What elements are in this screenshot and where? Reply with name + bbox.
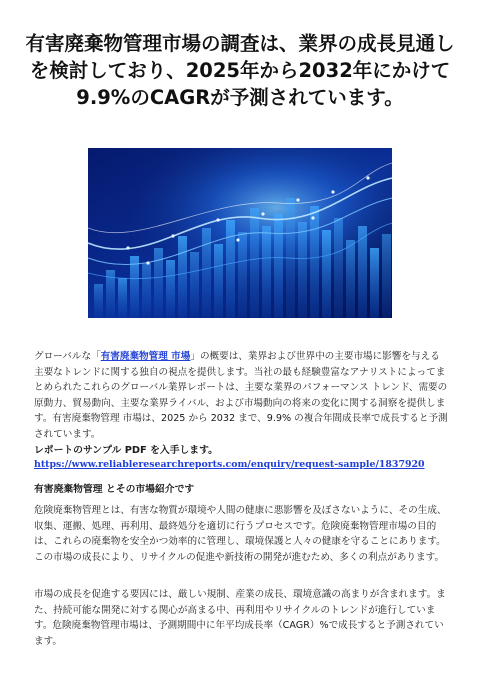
abstract-data-graphic <box>88 148 392 318</box>
sample-pdf-label: レポートのサンプル PDF を入手します。 <box>34 445 218 456</box>
section-heading: 有害廃棄物管理 とその市場紹介です <box>34 484 195 495</box>
hero-bar <box>214 244 223 318</box>
hero-sparkle <box>216 218 219 221</box>
hero-sparkle <box>171 234 174 237</box>
intro-paragraph <box>34 349 448 443</box>
market-link[interactable]: 有害廃棄物管理 市場 <box>100 351 191 362</box>
hero-sparkle <box>261 212 264 215</box>
hero-bar <box>322 230 331 318</box>
hero-bar <box>262 226 271 318</box>
hero-bar <box>274 214 283 318</box>
hero-bar <box>334 218 343 318</box>
hero-bar <box>346 240 355 318</box>
hero-bar <box>226 220 235 318</box>
hero-bar <box>310 206 319 318</box>
definition-paragraph: 危険廃棄物管理とは、有害な物質が環境や人間の健康に悪影響を及ぼさないように、その生成、収集、運搬、処理、再利用、最終処分を適切に行うプロセスです。危険廃棄物管理市場の目的は、これらの廃棄物を安全かつ効率的に管理し、環境保護と人々の健康を守ることにあります。この市場の成長により、リサイクルの促進や新技術の開発が進むため、多くの利点があります。 <box>34 505 447 563</box>
hero-bar <box>94 284 103 318</box>
page-title: 有害廃棄物管理市場の調査は、業界の成長見通しを検討しており、2025年から2032年にかけて9.9%のCAGRが予測されています。 <box>25 32 455 109</box>
hero-bar <box>118 278 127 318</box>
hero-bar <box>202 228 211 318</box>
hero-sparkle <box>311 216 314 219</box>
hero-sparkle <box>236 238 239 241</box>
hero-bar <box>190 252 199 318</box>
hero-sparkle <box>296 198 299 201</box>
hero-bar <box>154 248 163 318</box>
hero-bar <box>178 236 187 318</box>
hero-sparkle <box>126 246 129 249</box>
intro-prefix: グローバルな「 <box>34 351 101 362</box>
hero-image <box>88 148 392 318</box>
intro-suffix: 」の概要は、業界および世界中の主要市場に影響を与える主要なトレンドに関する独自の視点を提供します。当社の最も経験豊富なアナリストによってまとめられたこれらのグローバル業界レポートは、主要な業界のパフォーマンス トレンド、需要の原動力、貿易動向、主要な業界ライバル、および市場動向の将来の変化に関する洞察を提供します。有害廃棄物管理 市場は、2025 から 2032 まで、9.9% の複合年間成長率で成長すると予測されています。 <box>34 351 448 440</box>
hero-bar <box>238 232 247 318</box>
growth-factors-paragraph: 市場の成長を促進する要因には、厳しい規制、産業の成長、環境意識の高まりが含まれます。また、持続可能な開発に対する関心が高まる中、再利用やリサイクルのトレンドが進行しています。危険廃棄物管理市場は、予測期間中に年平均成長率（CAGR）%で成長すると予測されています。 <box>34 589 446 647</box>
hero-bar <box>382 234 391 318</box>
hero-sparkle <box>146 261 149 264</box>
hero-bar <box>250 208 259 318</box>
hero-bar <box>298 222 307 318</box>
hero-bar <box>370 248 379 318</box>
hero-sparkle <box>366 176 369 179</box>
hero-sparkle <box>331 190 334 193</box>
hero-bar <box>166 260 175 318</box>
hero-bar <box>130 256 139 318</box>
sample-request-link[interactable]: https://www.reliableresearchreports.com/enquiry/request-sample/1837920 <box>34 459 425 470</box>
hero-bar <box>142 263 151 318</box>
